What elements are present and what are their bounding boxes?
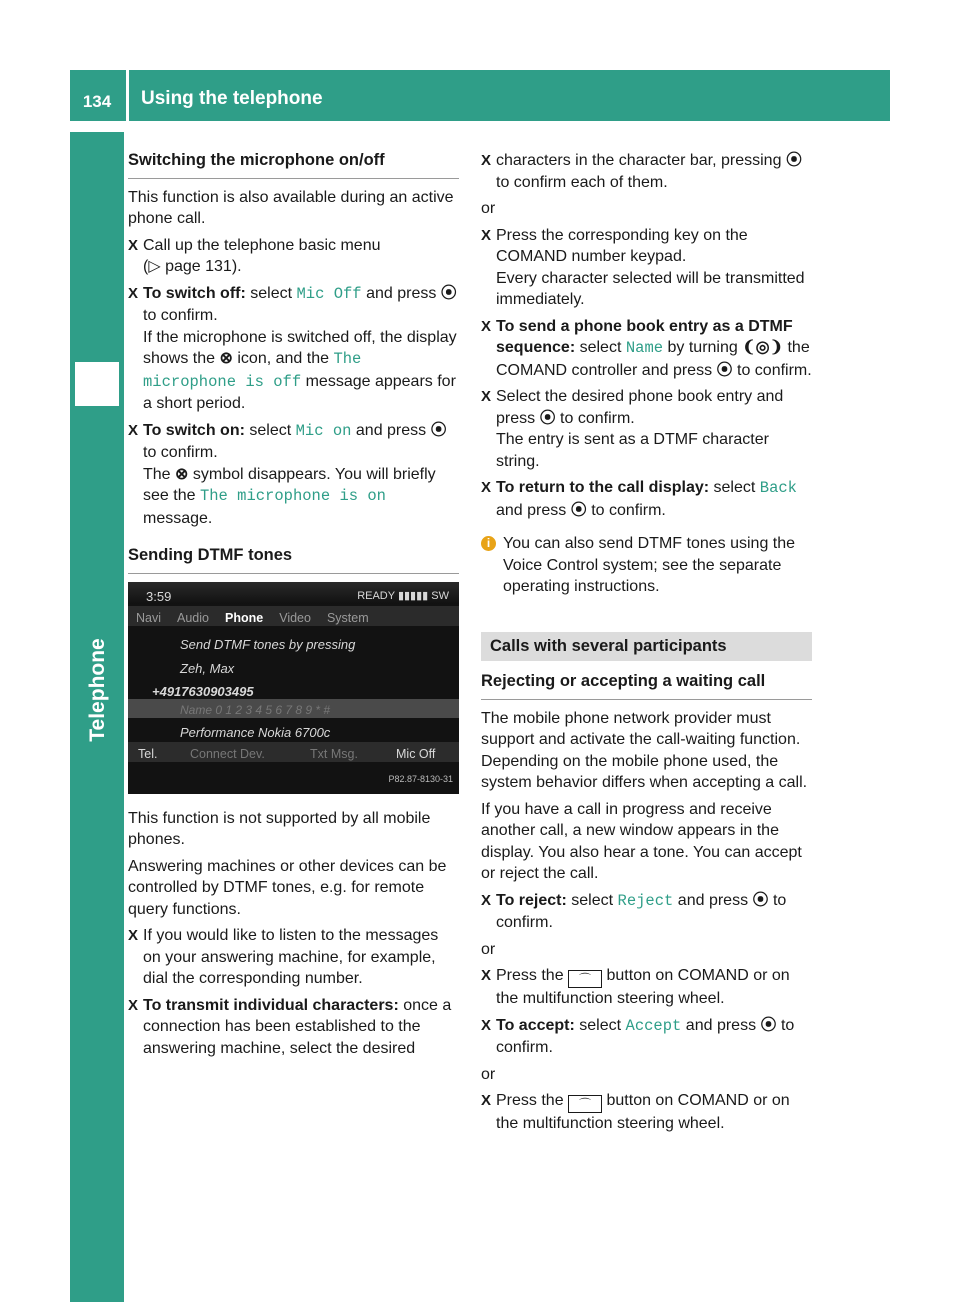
or-separator: or [481, 1065, 496, 1083]
info-text: You can also send DTMF tones using the Voice Control system; see the separate operating instructions. [503, 535, 796, 595]
waiting-p1: The mobile phone network provider must support and activate the call-waiting function. Depending on the mobile phone used, the system behavior differs when accepting a call. [481, 709, 808, 791]
comand-screenshot [128, 582, 459, 794]
phonebook-text: by turning [667, 339, 738, 356]
switch-off-press: and press [366, 284, 437, 302]
switch-off-confirm: to confirm. [143, 307, 218, 324]
switch-on-detail-b: symbol disappears. You will briefly see the [143, 465, 436, 504]
screen-bottom-bar [128, 742, 459, 762]
mic-intro: This function is also available during an active phone call. [128, 188, 454, 227]
dtmf-heading: Sending DTMF tones [128, 546, 293, 564]
waiting-p2: If you have a call in progress and receive another call, a new window appears in the display. You also hear a tone. You can accept or reject the call. [481, 800, 802, 882]
phonebook-select: select [579, 339, 622, 356]
screen-txt-msg: Txt Msg. [310, 746, 358, 761]
phonebook-text2: the COMAND controller and press [496, 339, 810, 379]
reject-press: and press [677, 891, 749, 909]
phonebook-confirm: to confirm. [737, 361, 812, 379]
right-column [481, 150, 812, 1140]
cont-text: characters in the character bar, pressing [496, 152, 782, 169]
end-call-icon: ⌒ [568, 970, 602, 988]
select-entry-b: to confirm. [560, 409, 635, 427]
side-label [76, 560, 120, 820]
reject-label: To reject: [496, 891, 567, 909]
switch-on-label: To switch on: [143, 421, 245, 439]
cont-confirm: to confirm each of them. [496, 173, 668, 191]
reject-confirm: to confirm. [496, 891, 787, 931]
left-column [128, 150, 459, 1064]
page-reference-link[interactable]: (▷ page 131). [143, 258, 242, 275]
or-separator: or [481, 200, 496, 217]
select-entry-a: Select the desired phone book entry and press [496, 388, 784, 427]
mic-off-symbol-icon: ⊗ [175, 465, 189, 483]
switch-off-label: To switch off: [143, 284, 246, 302]
switch-on-select: select [249, 421, 292, 439]
step-reject [481, 890, 812, 934]
screen-menu-phone: Phone [225, 610, 264, 625]
press-end-b: button on COMAND or on the multifunction steering wheel. [496, 967, 790, 1007]
screen-contact-name: Zeh, Max [180, 660, 235, 676]
switch-on-confirm: to confirm. [143, 444, 218, 461]
press-end-a: Press the [496, 967, 564, 984]
step-accept [481, 1015, 812, 1059]
return-confirm: to confirm. [591, 501, 666, 519]
screen-time: 3:59 [146, 588, 172, 604]
side-tab-marker [75, 362, 119, 406]
switch-on-press: and press [355, 421, 427, 439]
screen-character-bar-text: Name 0 1 2 3 4 5 6 7 8 9 * # [180, 702, 331, 717]
heading-rule [481, 699, 812, 700]
send-call-icon: ⌒ [568, 1095, 602, 1113]
screen-menu-audio: Audio [177, 610, 209, 625]
phonebook-label: To send a phone book entry as a DTMF sequence: [496, 317, 793, 356]
screen-phone-number: +4917630903495 [152, 683, 254, 699]
turn-controller-icon: ❨◎❩ [742, 339, 784, 356]
step-return-call-display [481, 477, 812, 521]
return-press: and press [496, 501, 567, 519]
press-controller-icon: ⦿ [752, 891, 769, 909]
step-press-end [481, 965, 812, 1010]
transmit-label: To transmit individual characters: [143, 996, 399, 1014]
transmit-text: once a connection has been established to the answering machine, select the desired [143, 996, 452, 1057]
mic-on-message: The microphone is on [199, 487, 386, 505]
screen-menu-navi: Navi [136, 610, 162, 625]
step-call-up-text: Call up the telephone basic menu [143, 236, 381, 254]
side-label-text: Telephone [86, 638, 109, 742]
step-phonebook-entry [481, 316, 812, 382]
step-select-entry [481, 386, 812, 472]
switch-on-detail-a: The [143, 465, 171, 483]
step-switch-on [128, 420, 459, 530]
section-title: Using the telephone [141, 88, 323, 109]
waiting-heading: Rejecting or accepting a waiting call [481, 672, 766, 690]
return-label: To return to the call display: [496, 479, 710, 496]
accept-select: select [579, 1016, 622, 1034]
press-controller-icon: ⦿ [430, 421, 447, 439]
reject-select: select [571, 891, 614, 909]
mic-heading: Switching the microphone on/off [128, 151, 385, 169]
switch-on-detail-c: message. [143, 509, 213, 527]
dtmf-p2: Answering machines or other devices can be controlled by DTMF tones, e.g. for remote query functions. [128, 857, 447, 918]
screen-device-name: Performance Nokia 6700c [180, 724, 331, 740]
screenshot-caption: P82.87-8130-31 [388, 774, 453, 784]
info-icon: i [481, 536, 496, 551]
screen-status-bar [128, 582, 459, 604]
accept-confirm: to confirm. [496, 1016, 795, 1056]
accept-press: and press [685, 1016, 757, 1034]
screen-dtmf-instruction: Send DTMF tones by pressing [180, 636, 356, 652]
step-transmit-continued [481, 150, 812, 193]
page-number: 134 [82, 92, 112, 111]
info-note [481, 533, 812, 598]
mic-off-symbol-icon: ⊗ [219, 350, 233, 367]
switch-off-detail-b: icon, and the [237, 350, 329, 367]
accept-menu-item: Accept [625, 1016, 682, 1035]
press-controller-icon: ⦿ [760, 1016, 777, 1034]
mic-off-menu-item: Mic Off [296, 284, 362, 303]
mic-on-menu-item: Mic on [295, 421, 352, 440]
step-press-send [481, 1090, 812, 1135]
screen-menu-bar [128, 606, 459, 626]
accept-label: To accept: [496, 1016, 575, 1034]
name-menu-item: Name [625, 339, 664, 357]
heading-rule [128, 178, 459, 179]
press-send-a: Press the [496, 1092, 564, 1109]
return-select: select [713, 479, 756, 496]
press-controller-icon: ⦿ [785, 152, 802, 169]
screen-status: READY ▮▮▮▮▮ SW [357, 589, 449, 602]
calls-heading: Calls with several participants [481, 632, 812, 662]
press-controller-icon: ⦿ [440, 284, 457, 302]
switch-off-select: select [250, 284, 293, 302]
press-controller-icon: ⦿ [716, 361, 733, 379]
step-listen-messages: X If you would like to listen to the messages on your answering machine, for example, dial the corresponding number. [128, 925, 459, 990]
reject-menu-item: Reject [617, 891, 674, 910]
press-controller-icon: ⦿ [570, 501, 587, 519]
or-separator: or [481, 940, 496, 958]
step-keypad [481, 225, 812, 311]
select-entry-c: The entry is sent as a DTMF character string. [496, 431, 769, 470]
heading-rule [128, 573, 459, 574]
press-controller-icon: ⦿ [539, 409, 556, 427]
screen-menu-system: System [326, 610, 369, 625]
screen-tel: Tel. [138, 746, 158, 761]
switch-off-detail-a: If the microphone is switched off, the display shows the [143, 328, 457, 367]
keypad-text: Press the corresponding key on the COMAND number keypad. [496, 226, 748, 265]
screen-character-bar [128, 699, 459, 718]
back-menu-item: Back [759, 479, 797, 497]
screen-mic-off: Mic Off [396, 746, 436, 761]
step-call-up [128, 235, 459, 278]
dtmf-p1: This function is not supported by all mobile phones. [128, 809, 431, 848]
step-transmit-characters [128, 995, 459, 1060]
header-divider [126, 70, 129, 121]
step-switch-off [128, 283, 459, 415]
mic-off-message: The microphone is off [143, 350, 362, 391]
switch-off-detail-c: message appears for a short period. [143, 372, 456, 412]
screen-connect-dev: Connect Dev. [190, 746, 265, 761]
screen-menu-video: Video [279, 610, 311, 625]
press-send-b: button on COMAND or on the multifunction steering wheel. [496, 1092, 790, 1132]
keypad-detail: Every character selected will be transmitted immediately. [496, 269, 805, 308]
